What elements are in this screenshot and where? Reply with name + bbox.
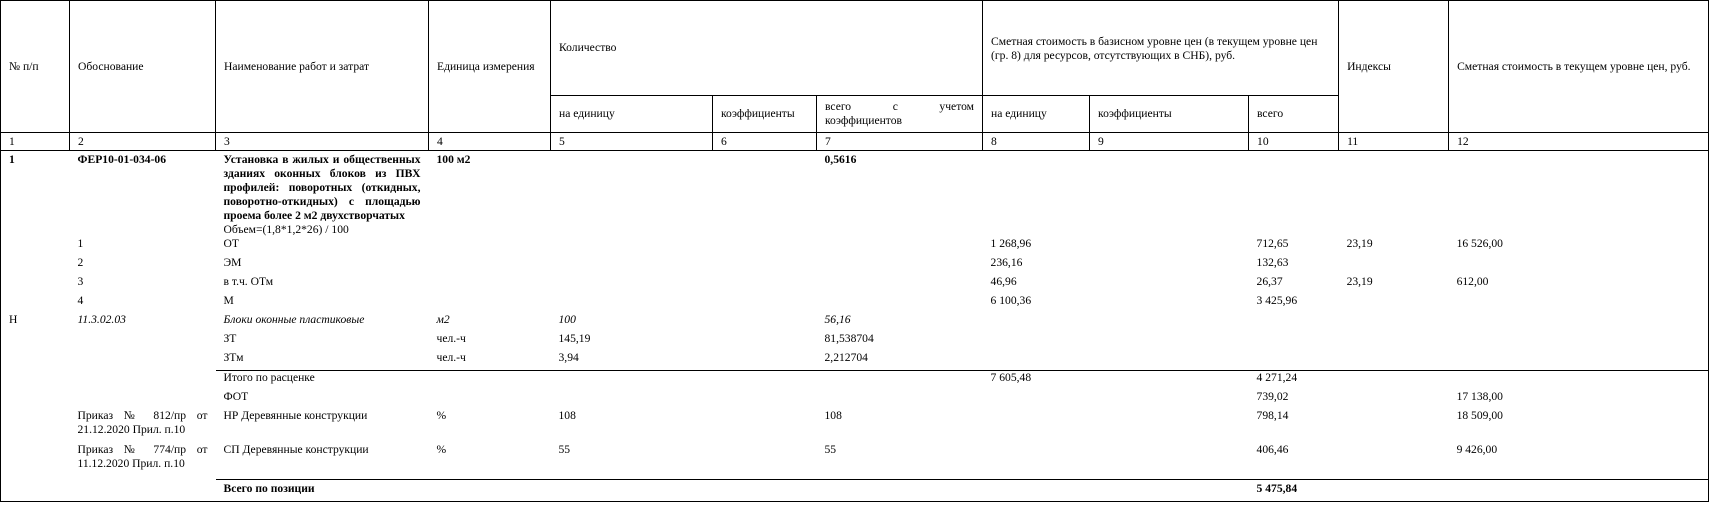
col-number: 12 bbox=[1449, 133, 1709, 151]
overhead-per-unit: 108 bbox=[558, 409, 576, 422]
header-name: Наименование работ и затрат bbox=[216, 1, 429, 133]
position-qty-total: 0,5616 bbox=[824, 153, 857, 166]
position-description bbox=[216, 151, 429, 238]
overhead-unit: % bbox=[436, 443, 447, 456]
labor-name: ЗТм bbox=[223, 351, 244, 364]
position-volume: Объем=(1,8*1,2*26) / 100 bbox=[223, 223, 349, 236]
overhead-name: НР Деревянные конструкции bbox=[223, 409, 368, 422]
cost-row bbox=[1, 275, 1709, 294]
overhead-total: 406,46 bbox=[1256, 443, 1289, 456]
fot-label: ФОТ bbox=[223, 390, 249, 403]
material-row bbox=[1, 313, 1709, 332]
cost-row-per-unit: 236,16 bbox=[990, 256, 1023, 269]
labor-row bbox=[1, 332, 1709, 351]
position-num: 1 bbox=[1, 151, 70, 238]
material-code: 11.3.02.03 bbox=[77, 313, 126, 326]
cost-row-per-unit: 46,96 bbox=[990, 275, 1017, 288]
cost-row-current bbox=[1449, 294, 1709, 313]
material-name: Блоки оконные пластиковые bbox=[223, 313, 365, 326]
fot-row bbox=[1, 390, 1709, 409]
material-per-unit: 100 bbox=[558, 313, 576, 326]
header-cost-coef: коэффициенты bbox=[1090, 96, 1249, 133]
position-row bbox=[1, 151, 1709, 238]
header-indexes: Индексы bbox=[1339, 1, 1449, 133]
material-total: 56,16 bbox=[824, 313, 851, 326]
position-unit: 100 м2 bbox=[436, 153, 471, 166]
labor-per-unit: 145,19 bbox=[558, 332, 591, 345]
final-total: 5 475,84 bbox=[1249, 479, 1339, 501]
fot-total: 739,02 bbox=[1256, 390, 1289, 403]
cost-row-num: 1 bbox=[77, 237, 84, 250]
labor-name: ЗТ bbox=[223, 332, 237, 345]
labor-total: 81,538704 bbox=[824, 332, 874, 345]
header-basis: Обоснование bbox=[70, 1, 216, 133]
cost-row-name: М bbox=[223, 294, 234, 307]
overhead-row bbox=[1, 409, 1709, 443]
header-current-cost: Сметная стоимость в текущем уровне цен, руб. bbox=[1449, 1, 1709, 133]
header-row bbox=[1, 1, 1709, 96]
overhead-row bbox=[1, 443, 1709, 479]
labor-row bbox=[1, 351, 1709, 371]
col-number: 3 bbox=[216, 133, 429, 151]
header-cost: Сметная стоимость в базисном уровне цен (в текущем уровне цен (гр. 8) для ресурсов, отсутствующих в СНБ), руб. bbox=[983, 1, 1339, 96]
cost-row-name: в т.ч. ОТм bbox=[223, 275, 274, 288]
overhead-current: 18 509,00 bbox=[1449, 409, 1709, 443]
cost-row bbox=[1, 256, 1709, 275]
header-qty-coef: коэффициенты bbox=[713, 96, 817, 133]
col-number: 8 bbox=[983, 133, 1090, 151]
itogo-row bbox=[1, 371, 1709, 391]
overhead-current: 9 426,00 bbox=[1449, 443, 1709, 479]
col-number: 6 bbox=[713, 133, 817, 151]
final-row bbox=[1, 479, 1709, 501]
labor-per-unit: 3,94 bbox=[558, 351, 579, 364]
col-number: 10 bbox=[1249, 133, 1339, 151]
header-cost-per-unit: на единицу bbox=[983, 96, 1090, 133]
cost-row-total: 132,63 bbox=[1256, 256, 1289, 269]
cost-row-name: ЭМ bbox=[223, 256, 242, 269]
column-number-row bbox=[1, 133, 1709, 151]
itogo-total: 4 271,24 bbox=[1249, 371, 1339, 391]
cost-row-per-unit: 6 100,36 bbox=[990, 294, 1032, 307]
cost-row-current bbox=[1449, 256, 1709, 275]
header-qty-per-unit: на единицу bbox=[551, 96, 713, 133]
material-mark: Н bbox=[1, 313, 70, 332]
cost-row bbox=[1, 237, 1709, 256]
overhead-per-unit: 55 bbox=[558, 443, 571, 456]
overhead-qty-total: 55 bbox=[824, 443, 837, 456]
position-name: Установка в жилых и общественных зданиях оконных блоков из ПВХ профилей: поворотных (откидных, поворотно-откидных) с площадью проема более 2 м2 двухстворчатых bbox=[223, 153, 421, 222]
header-unit: Единица измерения bbox=[429, 1, 551, 133]
header-cost-total: всего bbox=[1249, 96, 1339, 133]
cost-row-total: 3 425,96 bbox=[1256, 294, 1298, 307]
col-number: 11 bbox=[1339, 133, 1449, 151]
cost-row-total: 26,37 bbox=[1256, 275, 1283, 288]
cost-row-num: 2 bbox=[77, 256, 84, 269]
itogo-label: Итого по расценке bbox=[216, 371, 429, 391]
overhead-unit: % bbox=[436, 409, 447, 422]
cost-row-index bbox=[1339, 294, 1449, 313]
header-quantity: Количество bbox=[551, 1, 983, 96]
col-number: 9 bbox=[1090, 133, 1249, 151]
labor-unit: чел.-ч bbox=[436, 351, 466, 364]
cost-row-index: 23,19 bbox=[1346, 275, 1373, 288]
fot-current: 17 138,00 bbox=[1449, 390, 1709, 409]
cost-row bbox=[1, 294, 1709, 313]
overhead-basis: Приказ № 812/пр от 21.12.2020 Прил. п.10 bbox=[77, 409, 208, 436]
cost-row-index bbox=[1339, 256, 1449, 275]
cost-row-total: 712,65 bbox=[1256, 237, 1289, 250]
overhead-qty-total: 108 bbox=[824, 409, 842, 422]
material-unit: м2 bbox=[436, 313, 450, 326]
itogo-per-unit: 7 605,48 bbox=[983, 371, 1090, 391]
header-num: № п/п bbox=[1, 1, 70, 133]
header-qty-total: всего с учетом коэффициентов bbox=[817, 96, 983, 133]
position-code: ФЕР10-01-034-06 bbox=[77, 153, 167, 166]
cost-row-per-unit: 1 268,96 bbox=[990, 237, 1032, 250]
col-number: 2 bbox=[70, 133, 216, 151]
col-number: 5 bbox=[551, 133, 713, 151]
labor-total: 2,212704 bbox=[824, 351, 868, 364]
cost-row-name: ОТ bbox=[223, 237, 239, 250]
col-number: 7 bbox=[817, 133, 983, 151]
overhead-basis: Приказ № 774/пр от 11.12.2020 Прил. п.10 bbox=[77, 443, 208, 470]
cost-row-current: 612,00 bbox=[1449, 275, 1709, 294]
cost-row-num: 4 bbox=[77, 294, 84, 307]
overhead-name: СП Деревянные конструкции bbox=[223, 443, 369, 456]
cost-row-index: 23,19 bbox=[1346, 237, 1373, 250]
overhead-total: 798,14 bbox=[1256, 409, 1289, 422]
cost-row-num: 3 bbox=[77, 275, 84, 288]
col-number: 1 bbox=[1, 133, 70, 151]
cost-row-current: 16 526,00 bbox=[1449, 237, 1709, 256]
col-number: 4 bbox=[429, 133, 551, 151]
final-label: Всего по позиции bbox=[216, 479, 429, 501]
labor-unit: чел.-ч bbox=[436, 332, 466, 345]
